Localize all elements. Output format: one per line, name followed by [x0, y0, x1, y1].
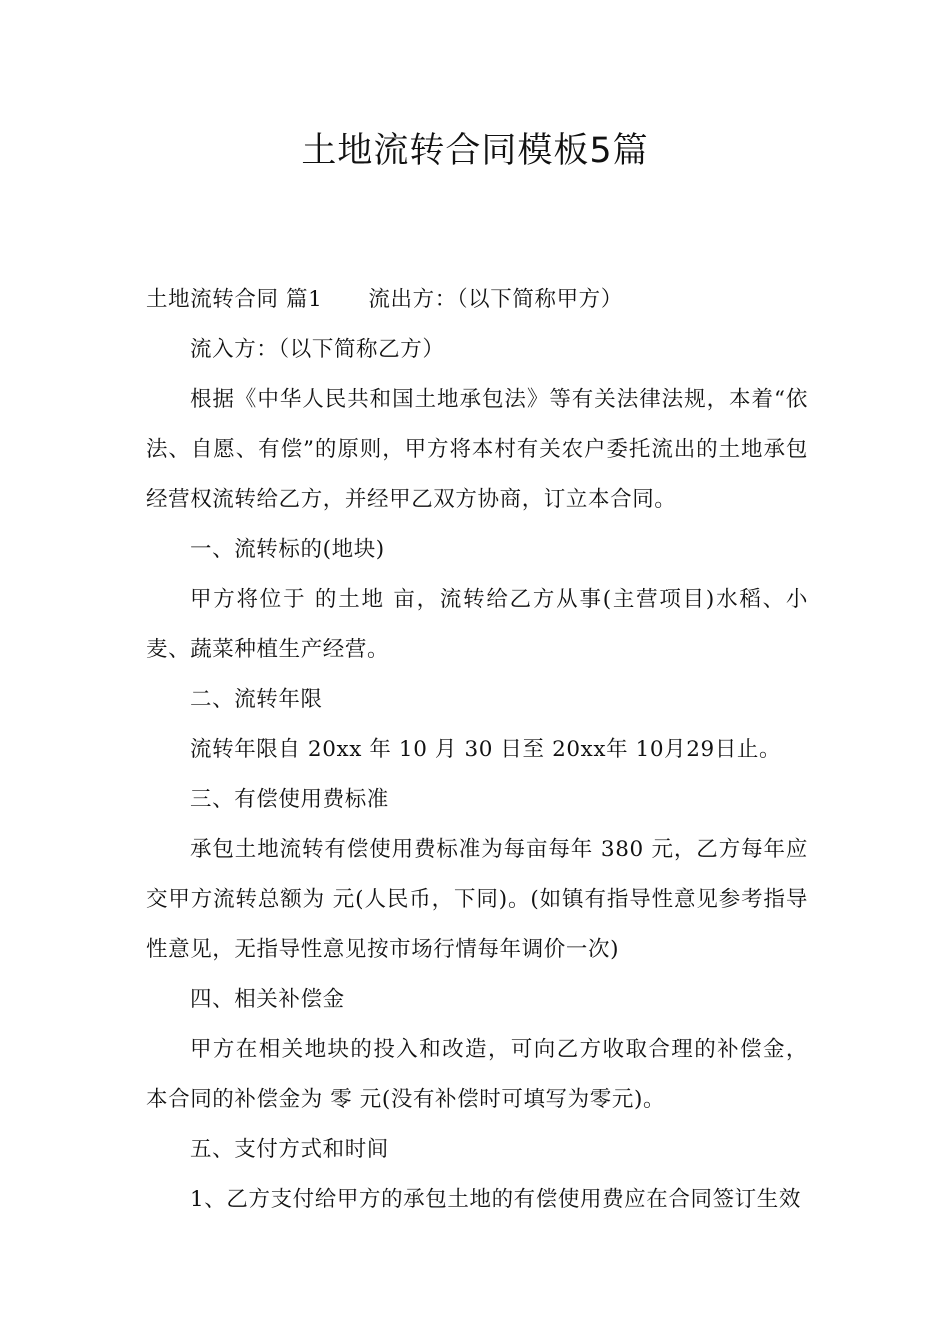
section-5-paragraph: 1、乙方支付给甲方的承包土地的有偿使用费应在合同签订生效 [190, 1187, 801, 1212]
section-3-paragraph: 承包土地流转有偿使用费标准为每亩每年 380 元，乙方每年应交甲方流转总额为 元(人民币，下同)。(如镇有指导性意见参考指导性意见，无指导性意见按市场行情每年调价一次) [146, 837, 808, 962]
section-heading-2: 二、流转年限 [190, 687, 323, 712]
section-heading-5: 五、支付方式和时间 [190, 1137, 389, 1162]
section-1-paragraph: 甲方将位于 的土地 亩，流转给乙方从事(主营项目)水稻、小麦、蔬菜种植生产经营。 [146, 587, 808, 662]
section-2-paragraph: 流转年限自 20xx 年 10 月 30 日至 20xx年 10月29日止。 [190, 737, 782, 762]
document-title: 土地流转合同模板5篇 [301, 131, 649, 171]
preamble-paragraph: 根据《中华人民共和国土地承包法》等有关法律法规，本着“依法、自愿、有偿”的原则，甲方将本村有关农户委托流出的土地承包经营权流转给乙方，并经甲乙双方协商，订立本合同。 [146, 387, 808, 512]
section-heading-3: 三、有偿使用费标准 [190, 787, 389, 812]
transferor-line: 流出方：（以下简称甲方） [368, 287, 623, 312]
contract-section-label: 土地流转合同 篇1 [146, 287, 323, 312]
section-heading-1: 一、流转标的(地块) [190, 537, 385, 562]
section-4-paragraph: 甲方在相关地块的投入和改造，可向乙方收取合理的补偿金，本合同的补偿金为 零 元(没有补偿时可填写为零元)。 [146, 1037, 808, 1112]
section-heading-4: 四、相关补偿金 [190, 987, 345, 1012]
document-body [146, 275, 808, 1225]
contract-heading-line [146, 275, 808, 325]
transferee-line: 流入方：（以下简称乙方） [190, 337, 445, 362]
